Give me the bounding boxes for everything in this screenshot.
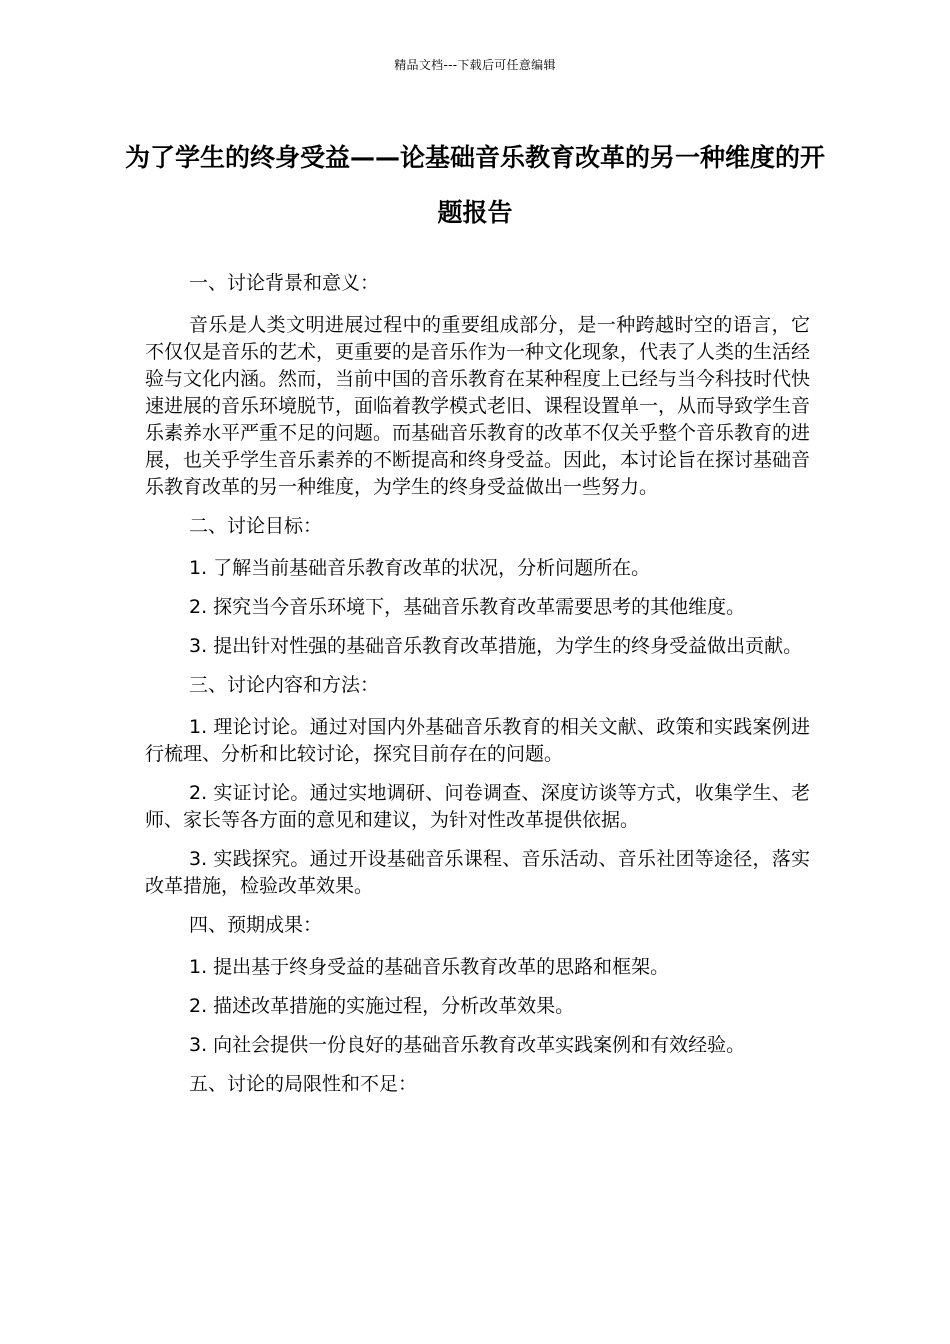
goal-item: 3. 提出针对性强的基础音乐教育改革措施，为学生的终身受益做出贡献。 xyxy=(189,635,803,657)
section-heading-goals: 二、讨论目标： xyxy=(189,515,323,537)
outcome-item: 3. 向社会提供一份良好的基础音乐教育改革实践案例和有效经验。 xyxy=(189,1034,746,1056)
document-body xyxy=(145,270,810,1113)
section-heading-limitations: 五、讨论的局限性和不足： xyxy=(189,1073,418,1095)
section-heading-outcomes: 四、预期成果： xyxy=(189,914,323,936)
method-item: 2. 实证讨论。通过实地调研、问卷调查、深度访谈等方式，收集学生、老师、家长等各方面的意见和建议，为针对性改革提供依据。 xyxy=(145,782,810,831)
paragraph-background: 音乐是人类文明进展过程中的重要组成部分，是一种跨越时空的语言，它不仅仅是音乐的艺术，更重要的是音乐作为一种文化现象，代表了人类的生活经验与文化内涵。然而，当前中国的音乐教育在某种程度上已经与当今科技时代快速进展的音乐环境脱节，面临着教学模式老旧、课程设置单一，从而导致学生音乐素养水平严重不足的问题。而基础音乐教育的改革不仅关乎整个音乐教育的进展，也关乎学生音乐素养的不断提高和终身受益。因此，本讨论旨在探讨基础音乐教育改革的另一种维度，为学生的终身受益做出一些努力。 xyxy=(145,314,811,498)
goal-item: 2. 探究当今音乐环境下，基础音乐教育改革需要思考的其他维度。 xyxy=(189,596,746,618)
goal-item: 1. 了解当前基础音乐教育改革的状况，分析问题所在。 xyxy=(189,557,651,579)
outcome-item: 2. 描述改革措施的实施过程，分析改革效果。 xyxy=(189,995,575,1017)
section-heading-methods: 三、讨论内容和方法： xyxy=(189,674,380,696)
method-item: 3. 实践探究。通过开设基础音乐课程、音乐活动、音乐社团等途径，落实改革措施，检验改革效果。 xyxy=(145,848,810,897)
document-title: 为了学生的终身受益——论基础音乐教育改革的另一种维度的开题报告 xyxy=(124,143,825,227)
outcome-item: 1. 提出基于终身受益的基础音乐教育改革的思路和框架。 xyxy=(189,956,670,978)
method-item: 1. 理论讨论。通过对国内外基础音乐教育的相关文献、政策和实践案例进行梳理、分析和比较讨论，探究目前存在的问题。 xyxy=(145,716,810,765)
section-heading-background: 一、讨论背景和意义： xyxy=(189,272,380,294)
page-header-note: 精品文档---下载后可任意编辑 xyxy=(394,58,556,72)
